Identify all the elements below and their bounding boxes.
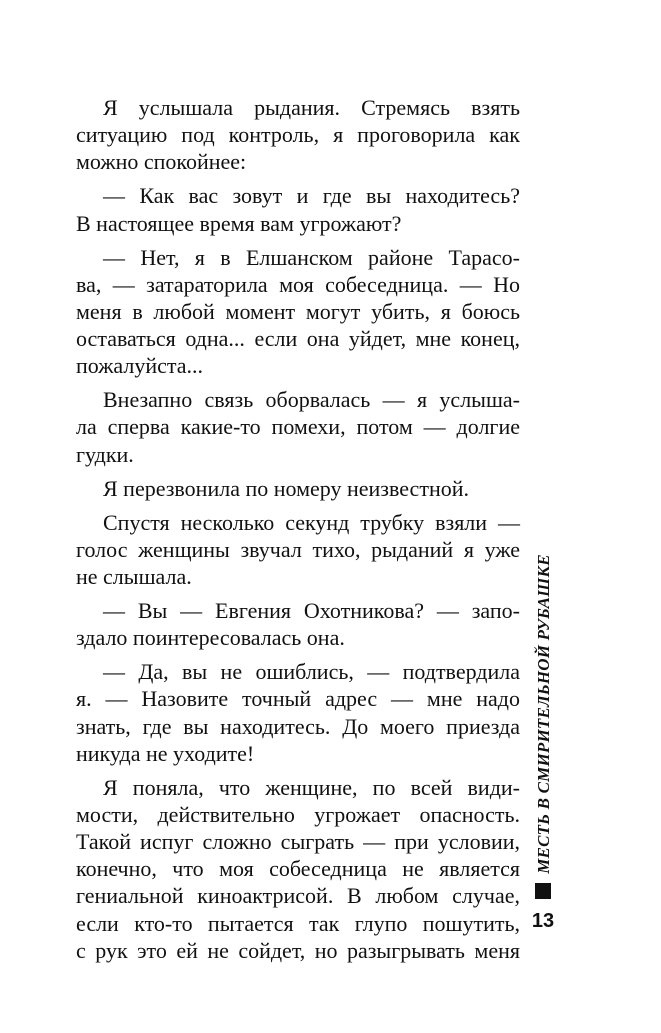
- text-line: знать, где вы находитесь. До моего приезда: [76, 713, 520, 739]
- text-line: меня в любой момент могут убить, я боюсь: [76, 298, 520, 324]
- text-line: можно спокойнее:: [76, 149, 247, 175]
- paragraph: [76, 244, 520, 380]
- text-line: Такой испуг сложно сыграть — при условии,: [76, 829, 520, 855]
- text-line: я. — Назовите точный адрес — мне надо: [76, 686, 520, 712]
- paragraph: [76, 509, 520, 591]
- paragraph: [76, 182, 520, 236]
- paragraph: [76, 597, 520, 651]
- text-line: Внезапно связь оборвалась — я услыша-: [103, 387, 520, 413]
- text-line: пожалуйста...: [76, 353, 204, 379]
- text-line: здало поинтересовалась она.: [76, 625, 345, 651]
- text-line: не слышала.: [76, 563, 192, 589]
- text-line: если кто-то пытается так глупо пошутить,: [76, 910, 520, 936]
- text-line: — Вы — Евгения Охотникова? — запо-: [103, 597, 520, 623]
- page-number: 13: [531, 910, 555, 932]
- paragraph: [76, 94, 520, 176]
- text-line: гениальной киноактрисой. В любом случае,: [76, 883, 520, 909]
- text-line: В настоящее время вам угрожают?: [76, 210, 402, 236]
- text-line: голос женщины звучал тихо, рыданий я уже: [76, 536, 520, 562]
- text-line: Я услышала рыдания. Стремясь взять: [103, 95, 520, 120]
- paragraph: [76, 475, 520, 502]
- text-line: гудки.: [76, 441, 134, 467]
- text-line: с рук это ей не сойдет, но разыгрывать меня: [76, 937, 520, 963]
- body-text: [76, 94, 520, 964]
- text-line: ситуацию под контроль, я проговорила как: [76, 122, 520, 148]
- text-line: никуда не уходите!: [76, 740, 255, 766]
- text-line: мости, действительно угрожает опасность.: [76, 801, 520, 827]
- paragraph: [76, 386, 520, 468]
- text-line: Спустя несколько секунд трубку взяли —: [103, 509, 520, 535]
- text-line: Я поняла, что женщине, по всей види-: [103, 774, 520, 800]
- paragraph: [76, 774, 520, 964]
- text-line: — Да, вы не ошиблись, — подтвердила: [103, 659, 520, 685]
- black-square-marker: [535, 883, 551, 899]
- running-title: [528, 555, 560, 873]
- text-line: конечно, что моя собеседница не является: [76, 856, 520, 882]
- paragraph: [76, 658, 520, 767]
- text-line: ва, — затараторила моя собеседница. — Но: [76, 271, 520, 297]
- text-line: оставаться одна... если она уйдет, мне конец,: [76, 326, 520, 352]
- text-line: Я перезвонила по номеру неизвестной.: [103, 475, 469, 501]
- text-line: ла сперва какие-то помехи, потом — долгие: [76, 414, 520, 440]
- text-line: — Как вас зовут и где вы находитесь?: [103, 183, 520, 209]
- text-line: — Нет, я в Елшанском районе Тарасо-: [103, 244, 520, 270]
- running-title-text: МЕСТЬ В СМИРИТЕЛЬНОЙ РУБАШКЕ: [534, 554, 554, 874]
